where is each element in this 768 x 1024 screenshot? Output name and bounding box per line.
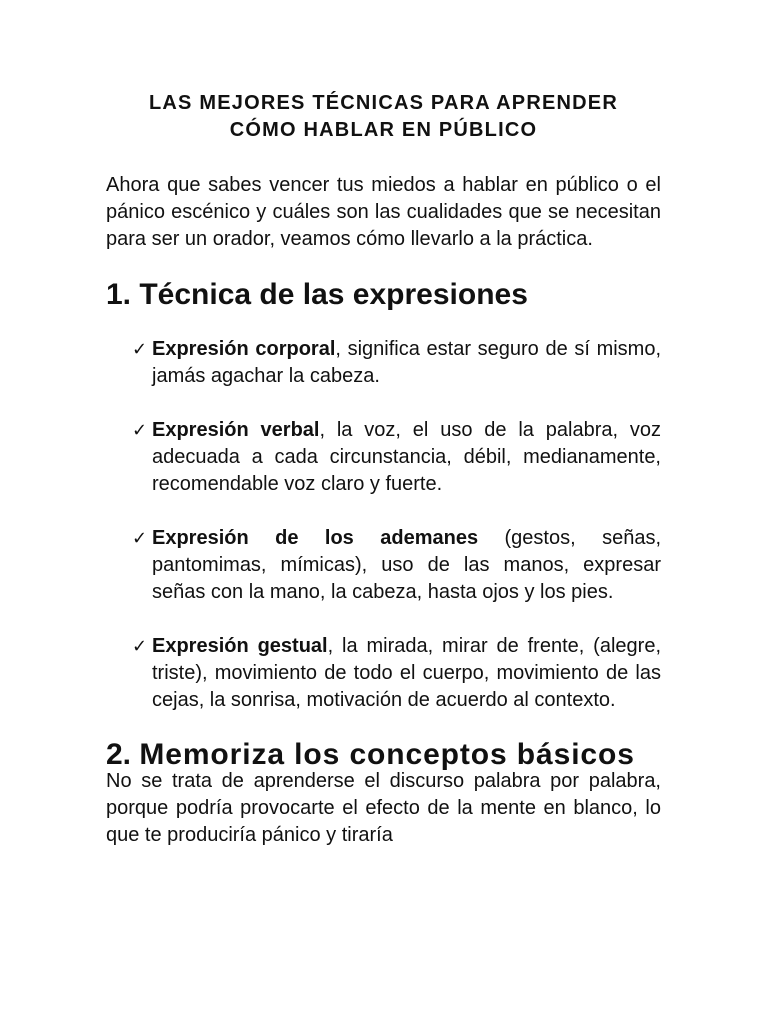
item-text: , la mirada, mirar de frente, (alegre, triste), movimiento de todo el cuerpo, movimiento de las cejas, la sonrisa, motivación de acuerdo al contexto. (152, 635, 661, 711)
checkmark-icon: ✓ (132, 420, 148, 441)
section-2-heading (106, 738, 661, 771)
document-title (106, 90, 661, 144)
intro-paragraph: Ahora que sabes vencer tus miedos a hablar en público o el pánico escénico y cuáles son las cualidades que se necesitan para ser un orador, veamos cómo llevarlo a la práctica. (106, 174, 661, 250)
section-2-title: Memoriza los conceptos básicos (139, 738, 635, 771)
list-item (106, 417, 661, 498)
item-term: Expresión de los ademanes (152, 527, 479, 549)
section-1-heading (106, 278, 661, 311)
title-line-1: LAS MEJORES TÉCNICAS PARA APRENDER (149, 92, 618, 114)
list-item (106, 336, 661, 390)
section-1-title: Técnica de las expresiones (139, 278, 528, 311)
document-page (106, 90, 661, 849)
section-2-number: 2. (106, 738, 140, 771)
item-text: , significa estar seguro de sí mismo, jamás agachar la cabeza. (152, 338, 662, 387)
section-2-paragraph: No se trata de aprenderse el discurso palabra por palabra, porque podría provocarte el efecto de la mente en blanco, lo que te produciría pánico y tiraría (106, 770, 661, 846)
item-term: Expresión verbal (152, 419, 320, 441)
item-term: Expresión corporal (152, 338, 336, 360)
title-line-2: CÓMO HABLAR EN PÚBLICO (229, 119, 538, 141)
section-1-number: 1. (106, 278, 140, 311)
item-term: Expresión gestual (152, 635, 328, 657)
item-text: (gestos, señas, pantomimas, mímicas), uso de las manos, expresar señas con la mano, la cabeza, hasta ojos y los pies. (152, 527, 661, 603)
list-item (106, 525, 661, 606)
expressions-list (106, 336, 661, 714)
checkmark-icon: ✓ (132, 636, 148, 657)
checkmark-icon: ✓ (132, 528, 148, 549)
list-item (106, 633, 661, 714)
item-text: , la voz, el uso de la palabra, voz adecuada a cada circunstancia, débil, medianamente, recomendable voz claro y fuerte. (152, 419, 661, 495)
checkmark-icon: ✓ (132, 339, 148, 360)
